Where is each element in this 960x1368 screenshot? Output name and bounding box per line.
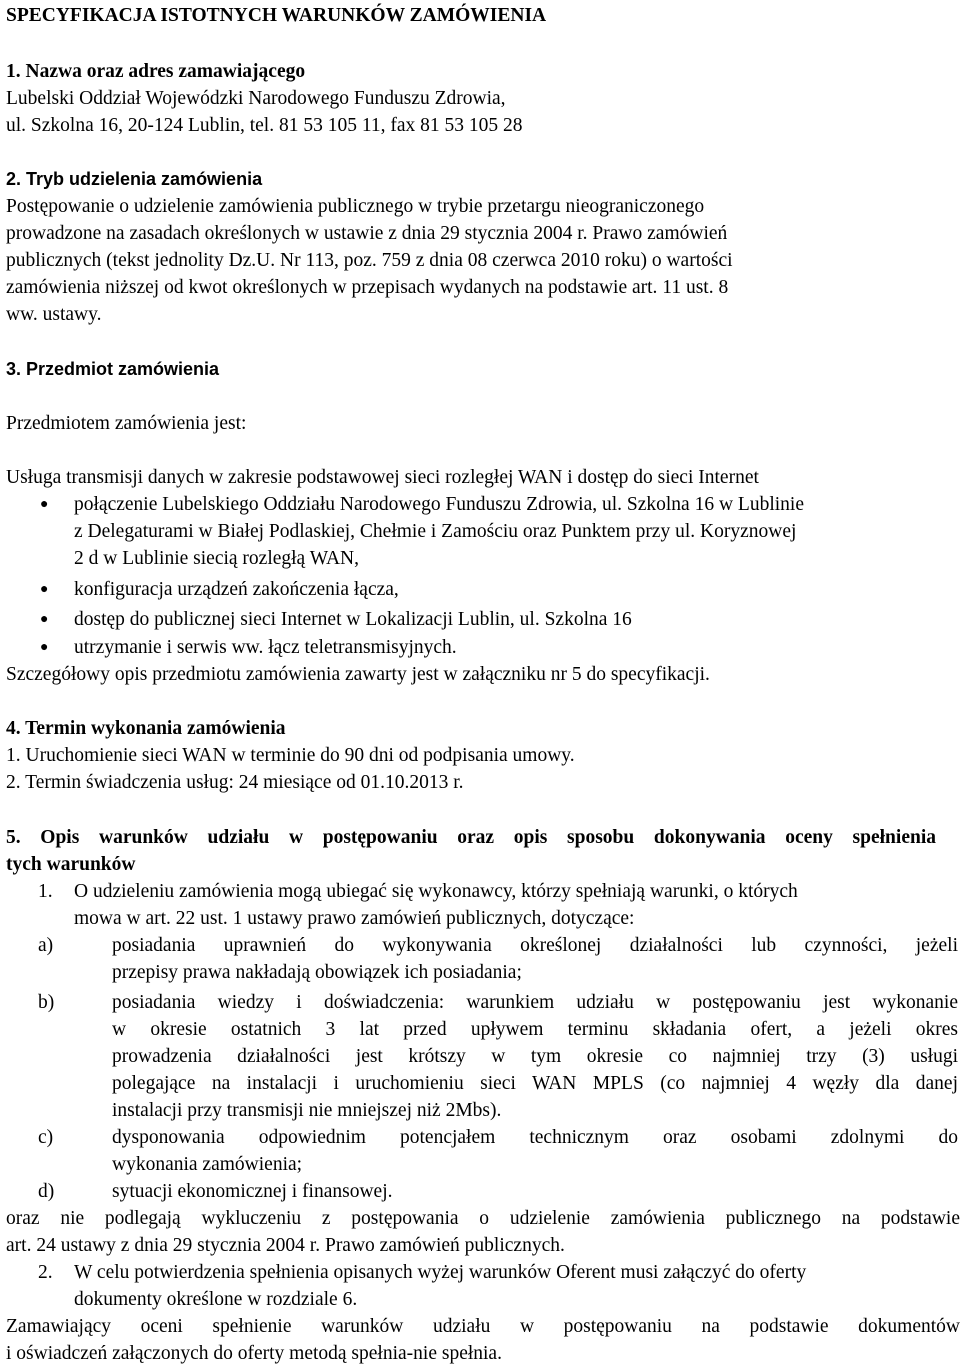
sub-item-text: dysponowania odpowiednim potencjałem technicznym oraz osobami zdolnymi do (112, 1127, 958, 1148)
bullet-icon: ● (40, 582, 49, 597)
section-5-heading-line: 5. Opis warunków udziału w postępowaniu oraz opis sposobu dokonywania oceny spełnienia (6, 827, 936, 848)
sub-label: c) (38, 1127, 54, 1148)
sub-item-text: w okresie ostatnich 3 lat przed upływem terminu składania ofert, a jeżeli okres (112, 1019, 958, 1040)
section-5-after-line (6, 1205, 960, 1232)
list-item: dostęp do publicznej sieci Internet w Lokalizacji Lublin, ul. Szkolna 16 (74, 609, 632, 630)
section-1-heading: 1. Nazwa oraz adres zamawiającego (6, 61, 306, 82)
bullet-icon: ● (40, 640, 49, 655)
sub-item-line (112, 989, 958, 1016)
list-item-continued: z Delegaturami w Białej Podlaskiej, Chełmie i Zamościu oraz Punktem przy ul. Koryznowej (74, 521, 797, 542)
sub-item-text: posiadania uprawnień do wykonywania określonej działalności lub czynności, jeżeli (112, 935, 958, 956)
section-2-line: zamówienia niższej od kwot określonych w przepisach wydanych na podstawie art. 11 ust. 8 (6, 277, 729, 298)
list-item: utrzymanie i serwis ww. łącz teletransmisyjnych. (74, 637, 457, 658)
section-1-line: ul. Szkolna 16, 20-124 Lublin, tel. 81 53 105 11, fax 81 53 105 28 (6, 115, 523, 136)
section-2-line: Postępowanie o udzielenie zamówienia publicznego w trybie przetargu nieograniczonego (6, 196, 705, 217)
section-3-detail: Szczegółowy opis przedmiotu zamówienia zawarty jest w załączniku nr 5 do specyfikacji. (6, 664, 710, 685)
section-2-line: publicznych (tekst jednolity Dz.U. Nr 113, poz. 759 z dnia 08 czerwca 2010 roku) o wartości (6, 250, 733, 271)
section-5-final-line: i oświadczeń załączonych do oferty metodą spełnia-nie spełnia. (6, 1343, 502, 1364)
list-item: konfiguracja urządzeń zakończenia łącza, (74, 579, 399, 600)
section-5-final-text: Zamawiający oceni spełnienie warunków udziału w postępowaniu na podstawie dokumentów (6, 1316, 960, 1337)
sub-item-line (112, 1124, 958, 1151)
section-1-line: Lubelski Oddział Wojewódzki Narodowego Funduszu Zdrowia, (6, 88, 506, 109)
document-title: SPECYFIKACJA ISTOTNYCH WARUNKÓW ZAMÓWIENIA (6, 5, 547, 26)
sub-label: a) (38, 935, 54, 956)
section-5-after-line: art. 24 ustawy z dnia 29 stycznia 2004 r. Prawo zamówień publicznych. (6, 1235, 565, 1256)
section-2-heading: 2. Tryb udzielenia zamówienia (6, 169, 263, 189)
sub-item-text: polegające na instalacji i uruchomieniu sieci WAN MPLS (co najmniej 4 węzły dla danej (112, 1073, 958, 1094)
section-4-item: 1. Uruchomienie sieci WAN w terminie do 90 dni od podpisania umowy. (6, 745, 575, 766)
bullet-icon: ● (40, 497, 49, 512)
section-5-p1-line: O udzieleniu zamówienia mogą ubiegać się wykonawcy, którzy spełniają warunki, o których (74, 881, 798, 902)
sub-item-line (112, 932, 958, 959)
section-5-after-text: oraz nie podlegają wykluczeniu z postępowania o udzielenie zamówienia publicznego na podstawie (6, 1208, 960, 1229)
sub-item-line: przepisy prawa nakładają obowiązek ich posiadania; (112, 962, 522, 983)
sub-item-line: sytuacji ekonomicznej i finansowej. (112, 1181, 393, 1202)
sub-item-line: wykonania zamówienia; (112, 1154, 303, 1175)
section-4-heading: 4. Termin wykonania zamówienia (6, 718, 286, 739)
section-4-item: 2. Termin świadczenia usług: 24 miesiące od 01.10.2013 r. (6, 772, 464, 793)
sub-item-line: instalacji przy transmisji nie mniejszej niż 2Mbs). (112, 1100, 502, 1121)
sub-item-text: prowadzenia działalności jest krótszy w tym okresie co najmniej trzy (3) usługi (112, 1046, 958, 1067)
list-item-continued: 2 d w Lublinie siecią rozległą WAN, (74, 548, 360, 569)
section-3-intro: Przedmiotem zamówienia jest: (6, 413, 247, 434)
paragraph-number: 1. (38, 881, 53, 902)
sub-item-line (112, 1043, 958, 1070)
section-3-service: Usługa transmisji danych w zakresie podstawowej sieci rozległej WAN i dostęp do sieci Internet (6, 467, 759, 488)
bullet-icon: ● (40, 612, 49, 627)
sub-item-line (112, 1070, 958, 1097)
list-item: połączenie Lubelskiego Oddziału Narodowego Funduszu Zdrowia, ul. Szkolna 16 w Lublinie (74, 494, 804, 515)
section-2-line: ww. ustawy. (6, 304, 102, 325)
sub-label: d) (38, 1181, 55, 1202)
section-5-heading (6, 824, 936, 851)
sub-item-line (112, 1016, 958, 1043)
section-2-line: prowadzone na zasadach określonych w ustawie z dnia 29 stycznia 2004 r. Prawo zamówień (6, 223, 728, 244)
sub-item-text: posiadania wiedzy i doświadczenia: warunkiem udziału w postępowaniu jest wykonanie (112, 992, 958, 1013)
section-3-heading: 3. Przedmiot zamówienia (6, 359, 220, 379)
section-5-p1-line: mowa w art. 22 ust. 1 ustawy prawo zamówień publicznych, dotyczące: (74, 908, 635, 929)
sub-label: b) (38, 992, 55, 1013)
section-5-final-line (6, 1313, 960, 1340)
section-5-p2-line: W celu potwierdzenia spełnienia opisanych wyżej warunków Oferent musi załączyć do oferty (74, 1262, 807, 1283)
section-5-p2-line: dokumenty określone w rozdziale 6. (74, 1289, 358, 1310)
paragraph-number: 2. (38, 1262, 53, 1283)
section-5-heading-line: tych warunków (6, 854, 136, 875)
